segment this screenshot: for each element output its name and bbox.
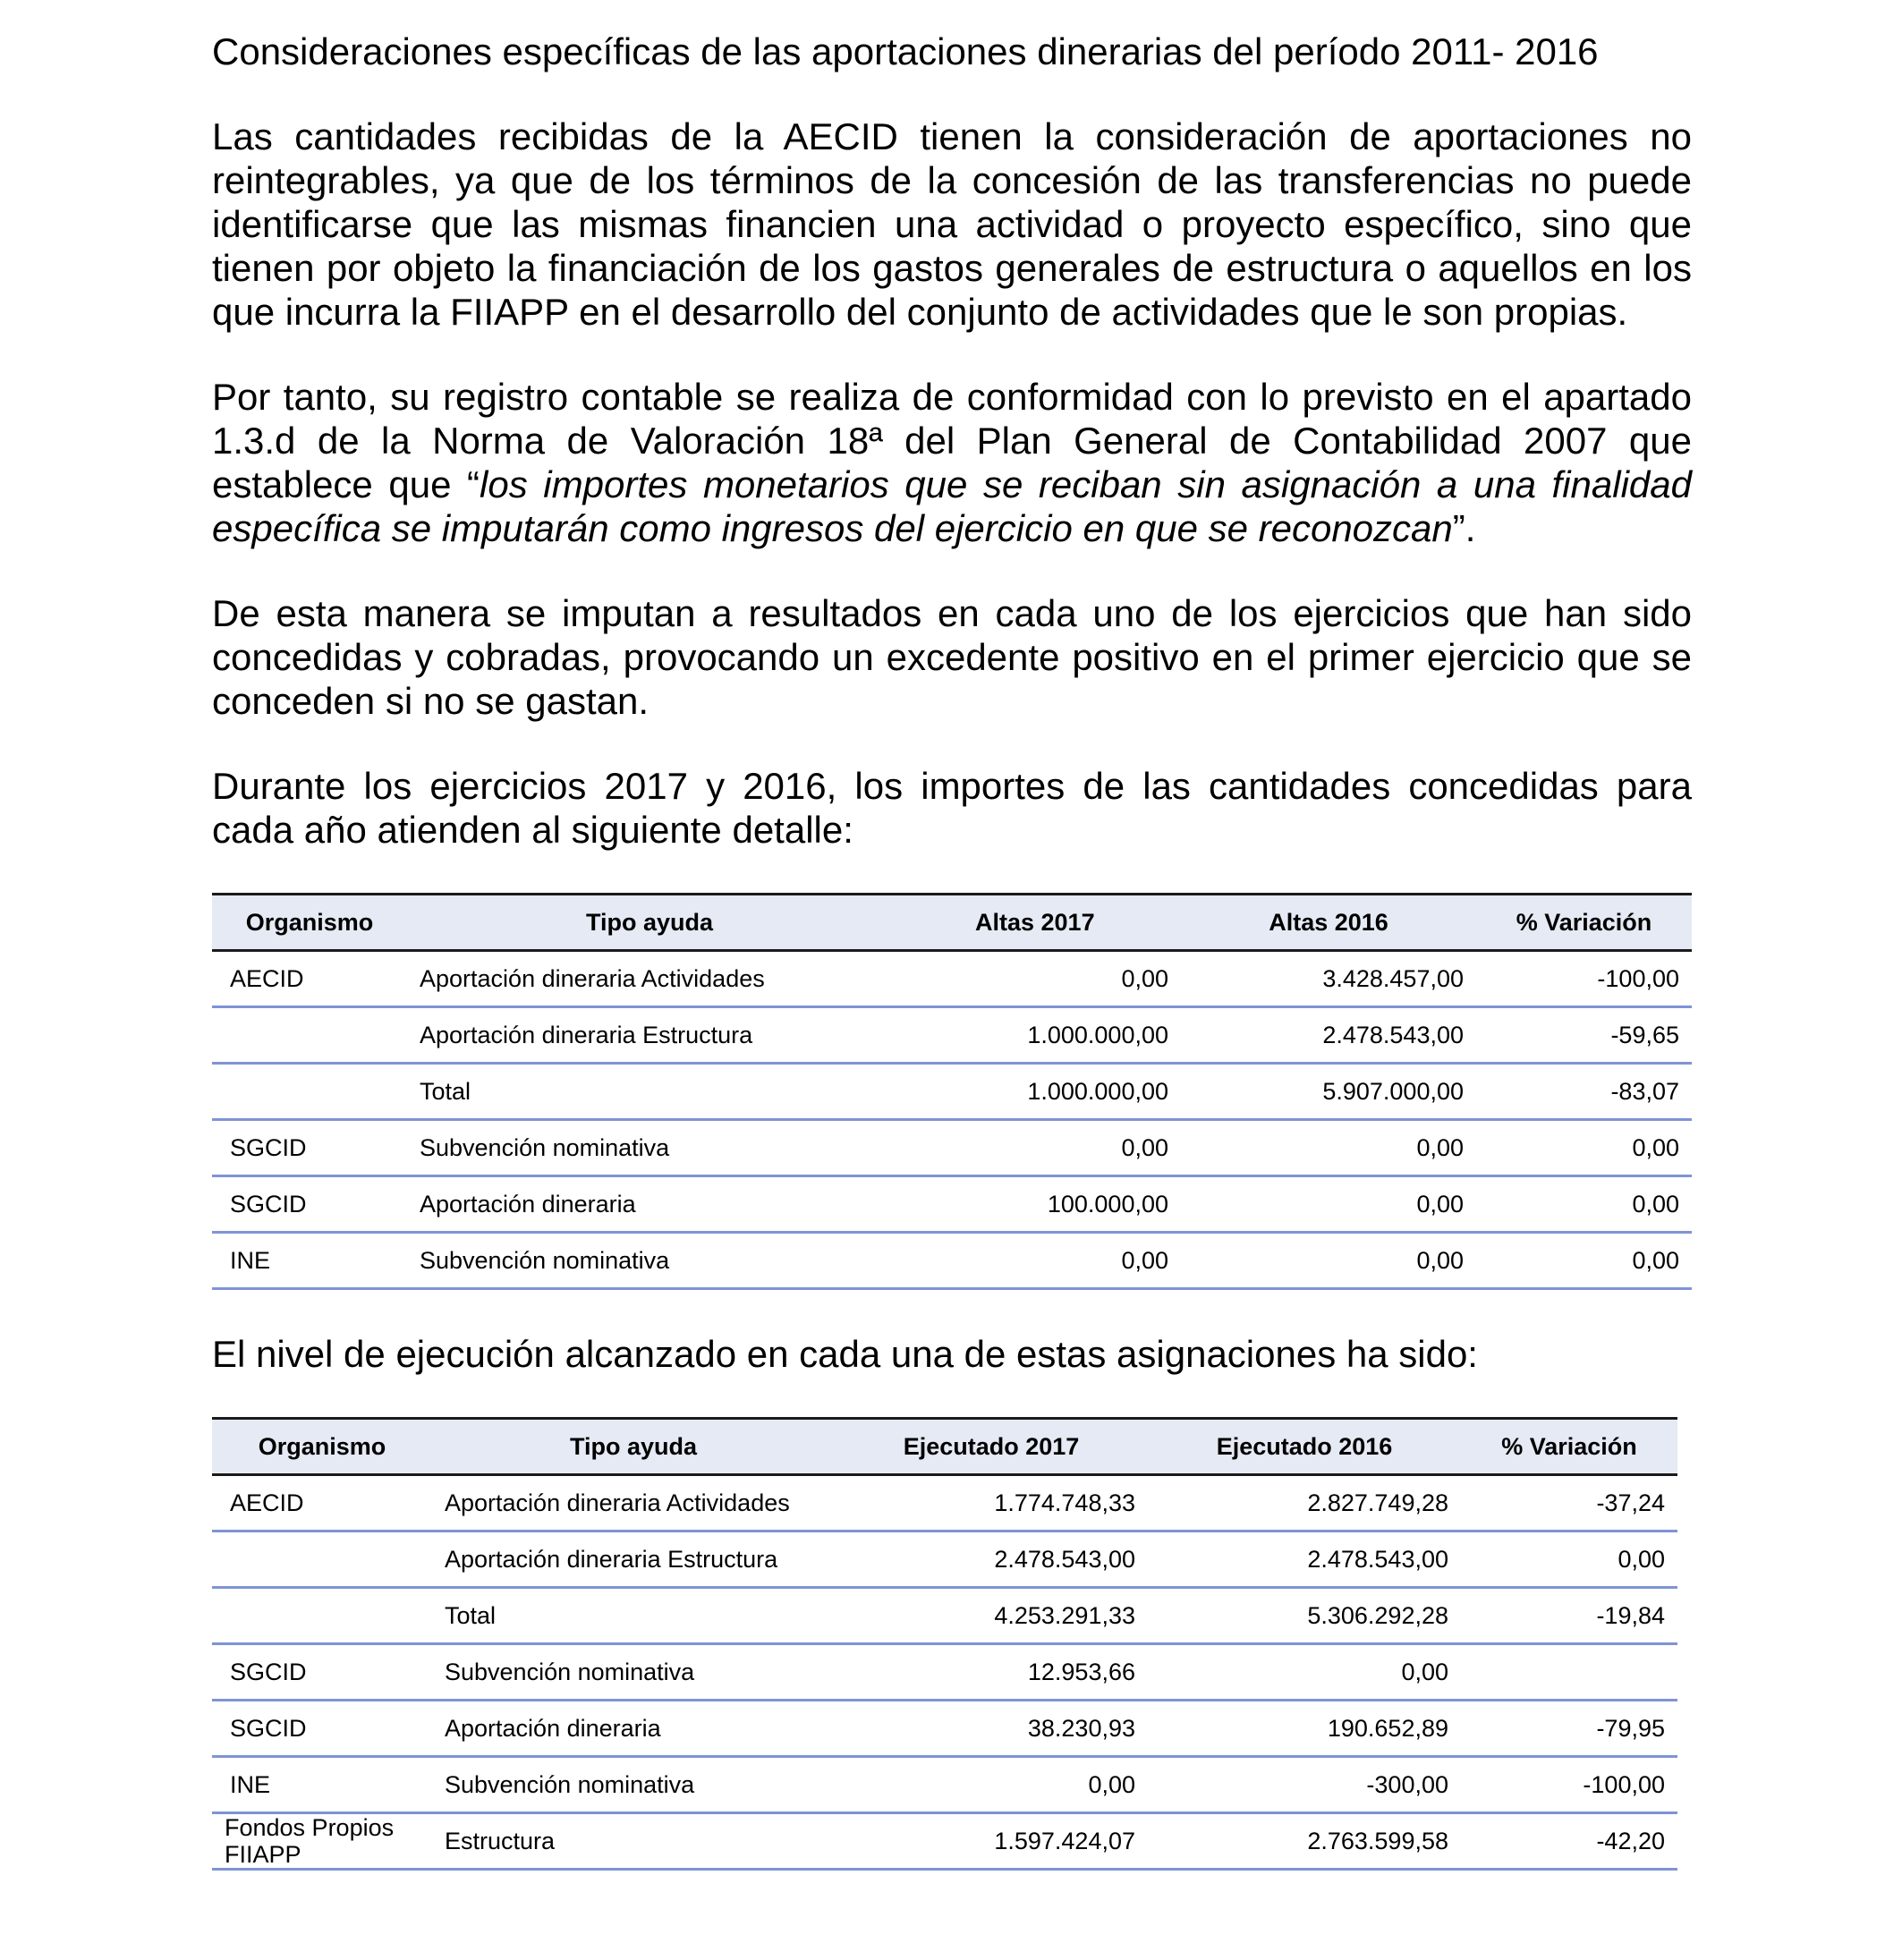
header-variacion: % Variación (1461, 1419, 1677, 1475)
cell-variacion: -79,95 (1461, 1701, 1677, 1757)
ejecucion-intro: El nivel de ejecución alcanzado en cada una de estas asignaciones ha sido: (212, 1333, 1478, 1375)
cell-tipo-ayuda: Aportación dineraria Actividades (432, 1475, 835, 1532)
paragraph-ejercicios: Durante los ejercicios 2017 y 2016, los importes de las cantidades concedidas para cada año atienden al siguiente detalle: (212, 765, 1692, 851)
cell-variacion: 0,00 (1461, 1532, 1677, 1588)
paragraph-registro-text: Por tanto, su registro contable se realiza de conformidad con lo previsto en el apartado 1.3.d de la Norma de Valoración 18ª del Plan General de Contabilidad 2007 que establece que “ (212, 376, 1692, 505)
header-ejecutado-2017: Ejecutado 2017 (835, 1419, 1148, 1475)
table-row (212, 1475, 1677, 1532)
header-variacion: % Variación (1476, 895, 1692, 951)
cell-tipo-ayuda: Subvención nominativa (432, 1644, 835, 1701)
cell-altas-2016: 0,00 (1181, 1233, 1476, 1289)
table-row (212, 1007, 1692, 1064)
table-row (212, 1064, 1692, 1120)
paragraph-registro-quote: los importes monetarios que se reciban sin asignación a una finalidad específica se imputarán como ingresos del ejercicio en que se reconozcan (212, 463, 1692, 549)
table-row (212, 1120, 1692, 1176)
cell-organismo: INE (212, 1233, 407, 1289)
header-ejecutado-2016: Ejecutado 2016 (1148, 1419, 1461, 1475)
cell-organismo: Fondos Propios FIIAPP (212, 1813, 432, 1870)
cell-altas-2017: 0,00 (886, 951, 1181, 1007)
cell-altas-2017: 0,00 (886, 1233, 1181, 1289)
cell-altas-2016: 0,00 (1181, 1176, 1476, 1233)
cell-ejecutado-2016: 2.478.543,00 (1148, 1532, 1461, 1588)
cell-tipo-ayuda: Subvención nominativa (432, 1757, 835, 1813)
cell-ejecutado-2016: 2.827.749,28 (1148, 1475, 1461, 1532)
cell-ejecutado-2017: 12.953,66 (835, 1644, 1148, 1701)
cell-variacion (1461, 1644, 1677, 1701)
header-altas-2016: Altas 2016 (1181, 895, 1476, 951)
paragraph-imputacion: De esta manera se imputan a resultados en cada uno de los ejercicios que han sido concedidas y cobradas, provocando un excedente positivo en el primer ejercicio que se conceden si no se gastan. (212, 592, 1692, 722)
cell-altas-2016: 3.428.457,00 (1181, 951, 1476, 1007)
cell-ejecutado-2017: 1.597.424,07 (835, 1813, 1148, 1870)
altas-table (212, 893, 1692, 1290)
ejecucion-table (212, 1417, 1677, 1871)
table-header-row (212, 1419, 1677, 1475)
cell-ejecutado-2017: 1.774.748,33 (835, 1475, 1148, 1532)
cell-tipo-ayuda: Aportación dineraria (432, 1701, 835, 1757)
cell-tipo-ayuda: Subvención nominativa (407, 1120, 886, 1176)
paragraph-registro-end: ”. (1452, 507, 1476, 549)
table-row (212, 1757, 1677, 1813)
cell-variacion: 0,00 (1476, 1176, 1692, 1233)
cell-organismo: SGCID (212, 1120, 407, 1176)
cell-altas-2017: 100.000,00 (886, 1176, 1181, 1233)
cell-variacion: -19,84 (1461, 1588, 1677, 1644)
cell-tipo-ayuda: Aportación dineraria (407, 1176, 886, 1233)
paragraph-aecid: Las cantidades recibidas de la AECID tienen la consideración de aportaciones no reintegrables, ya que de los términos de la concesión de las transferencias no puede identificarse que las mismas financien una actividad o proyecto específico, sino que tienen por objeto la financiación de los gastos generales de estructura o aquellos en los que incurra la FIIAPP en el desarrollo del conjunto de actividades que le son propias. (212, 115, 1692, 333)
table-row (212, 1701, 1677, 1757)
header-tipo-ayuda: Tipo ayuda (432, 1419, 835, 1475)
cell-organismo: AECID (212, 1475, 432, 1532)
cell-ejecutado-2017: 0,00 (835, 1757, 1148, 1813)
header-organismo: Organismo (212, 895, 407, 951)
table-row (212, 1644, 1677, 1701)
cell-tipo-ayuda: Aportación dineraria Actividades (407, 951, 886, 1007)
cell-variacion: -100,00 (1476, 951, 1692, 1007)
table-row (212, 1176, 1692, 1233)
cell-tipo-ayuda: Total (432, 1588, 835, 1644)
cell-ejecutado-2016: 5.306.292,28 (1148, 1588, 1461, 1644)
table-row (212, 1532, 1677, 1588)
cell-altas-2016: 0,00 (1181, 1120, 1476, 1176)
cell-tipo-ayuda: Subvención nominativa (407, 1233, 886, 1289)
header-organismo: Organismo (212, 1419, 432, 1475)
cell-altas-2017: 1.000.000,00 (886, 1064, 1181, 1120)
document-page (212, 27, 1692, 1871)
cell-organismo: SGCID (212, 1176, 407, 1233)
cell-altas-2016: 2.478.543,00 (1181, 1007, 1476, 1064)
cell-ejecutado-2016: -300,00 (1148, 1757, 1461, 1813)
header-altas-2017: Altas 2017 (886, 895, 1181, 951)
cell-variacion: 0,00 (1476, 1120, 1692, 1176)
cell-ejecutado-2017: 38.230,93 (835, 1701, 1148, 1757)
cell-altas-2017: 1.000.000,00 (886, 1007, 1181, 1064)
cell-variacion: -83,07 (1476, 1064, 1692, 1120)
cell-variacion: -37,24 (1461, 1475, 1677, 1532)
cell-organismo (212, 1532, 432, 1588)
table-row (212, 951, 1692, 1007)
cell-organismo (212, 1064, 407, 1120)
cell-variacion: 0,00 (1476, 1233, 1692, 1289)
cell-tipo-ayuda: Aportación dineraria Estructura (407, 1007, 886, 1064)
cell-organismo (212, 1588, 432, 1644)
cell-altas-2017: 0,00 (886, 1120, 1181, 1176)
cell-ejecutado-2016: 2.763.599,58 (1148, 1813, 1461, 1870)
header-tipo-ayuda: Tipo ayuda (407, 895, 886, 951)
cell-organismo: AECID (212, 951, 407, 1007)
cell-ejecutado-2016: 0,00 (1148, 1644, 1461, 1701)
table-row (212, 1813, 1677, 1870)
table-row (212, 1233, 1692, 1289)
cell-ejecutado-2017: 4.253.291,33 (835, 1588, 1148, 1644)
table-row (212, 1588, 1677, 1644)
table-header-row (212, 895, 1692, 951)
cell-variacion: -100,00 (1461, 1757, 1677, 1813)
cell-tipo-ayuda: Aportación dineraria Estructura (432, 1532, 835, 1588)
cell-organismo: SGCID (212, 1701, 432, 1757)
section-heading: Consideraciones específicas de las aportaciones dinerarias del período 2011- 2016 (212, 30, 1599, 72)
cell-variacion: -59,65 (1476, 1007, 1692, 1064)
cell-organismo: INE (212, 1757, 432, 1813)
paragraph-registro (212, 375, 1692, 550)
cell-organismo: SGCID (212, 1644, 432, 1701)
cell-ejecutado-2017: 2.478.543,00 (835, 1532, 1148, 1588)
cell-organismo (212, 1007, 407, 1064)
cell-variacion: -42,20 (1461, 1813, 1677, 1870)
cell-tipo-ayuda: Total (407, 1064, 886, 1120)
cell-ejecutado-2016: 190.652,89 (1148, 1701, 1461, 1757)
cell-tipo-ayuda: Estructura (432, 1813, 835, 1870)
cell-altas-2016: 5.907.000,00 (1181, 1064, 1476, 1120)
